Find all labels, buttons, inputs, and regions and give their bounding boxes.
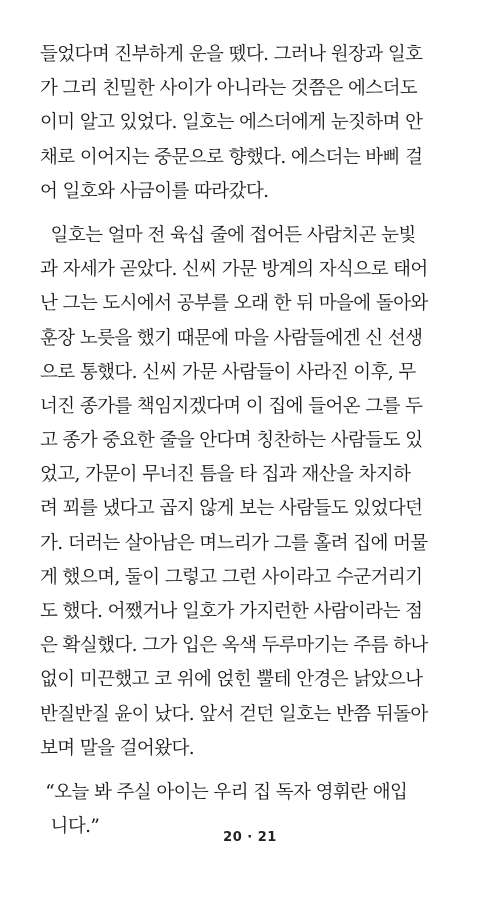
text-line: 없이 미끈했고 코 위에 얹힌 뿔테 안경은 낡았으나 (40, 669, 423, 691)
text-line: 도 했다. 어쨌거나 일호가 가지런한 사람이라는 점 (40, 601, 423, 622)
text-line: 가 그리 친밀한 사이가 아니라는 것쯤은 에스더도 (40, 78, 418, 100)
text-line: 들었다며 진부하게 운을 뗐다. 그러나 원장과 일호 (40, 44, 423, 65)
body-text (40, 38, 460, 844)
text-line: 게 했으며, 둘이 그렇고 그런 사이라고 수군거리기 (40, 566, 423, 588)
paragraph-gap (40, 209, 460, 219)
paragraph (40, 219, 460, 766)
text-line: 일호는 얼마 전 육십 줄에 접어든 사람치곤 눈빛 (40, 224, 416, 246)
text-line: 어 일호와 사금이를 따라갔다. (40, 180, 269, 202)
paragraph-gap (40, 766, 460, 776)
text-line: 반질반질 윤이 났다. 앞서 걷던 일호는 반쯤 뒤돌아 (40, 703, 428, 725)
text-line: 으로 통했다. 신씨 가문 사람들이 사라진 이후, 무 (40, 361, 416, 383)
page-number: 20 · 21 (223, 830, 277, 845)
text-line: 훈장 노릇을 했기 때문에 마을 사람들에겐 신 선생 (40, 327, 423, 349)
paragraph (40, 38, 460, 209)
text-line: 과 자세가 곧았다. 신씨 가문 방계의 자식으로 태어 (40, 259, 428, 281)
text-line: 은 확실했다. 그가 입은 옥색 두루마기는 주름 하나 (40, 635, 428, 657)
text-line: 니다.” (40, 816, 100, 838)
text-line: “오늘 봐 주실 아이는 우리 집 독자 영휘란 애입 (40, 781, 408, 803)
text-line: 보며 말을 걸어왔다. (40, 737, 195, 759)
text-line: 이미 알고 있었다. 일호는 에스더에게 눈짓하며 안 (40, 112, 423, 134)
text-line: 고 종가 중요한 줄을 안다며 칭찬하는 사람들도 있 (40, 430, 423, 452)
text-line: 채로 이어지는 중문으로 향했다. 에스더는 바삐 걸 (40, 146, 423, 168)
text-line: 려 꾀를 냈다고 곱지 않게 보는 사람들도 있었다던 (40, 498, 423, 520)
text-line: 가. 더러는 살아남은 며느리가 그를 홀려 집에 머물 (40, 532, 428, 554)
text-line: 너진 종가를 책임지겠다며 이 집에 들어온 그를 두 (40, 395, 423, 417)
text-line: 난 그는 도시에서 공부를 오래 한 뒤 마을에 돌아와 (40, 293, 428, 315)
text-line: 었고, 가문이 무너진 틈을 타 집과 재산을 차지하 (40, 464, 411, 486)
